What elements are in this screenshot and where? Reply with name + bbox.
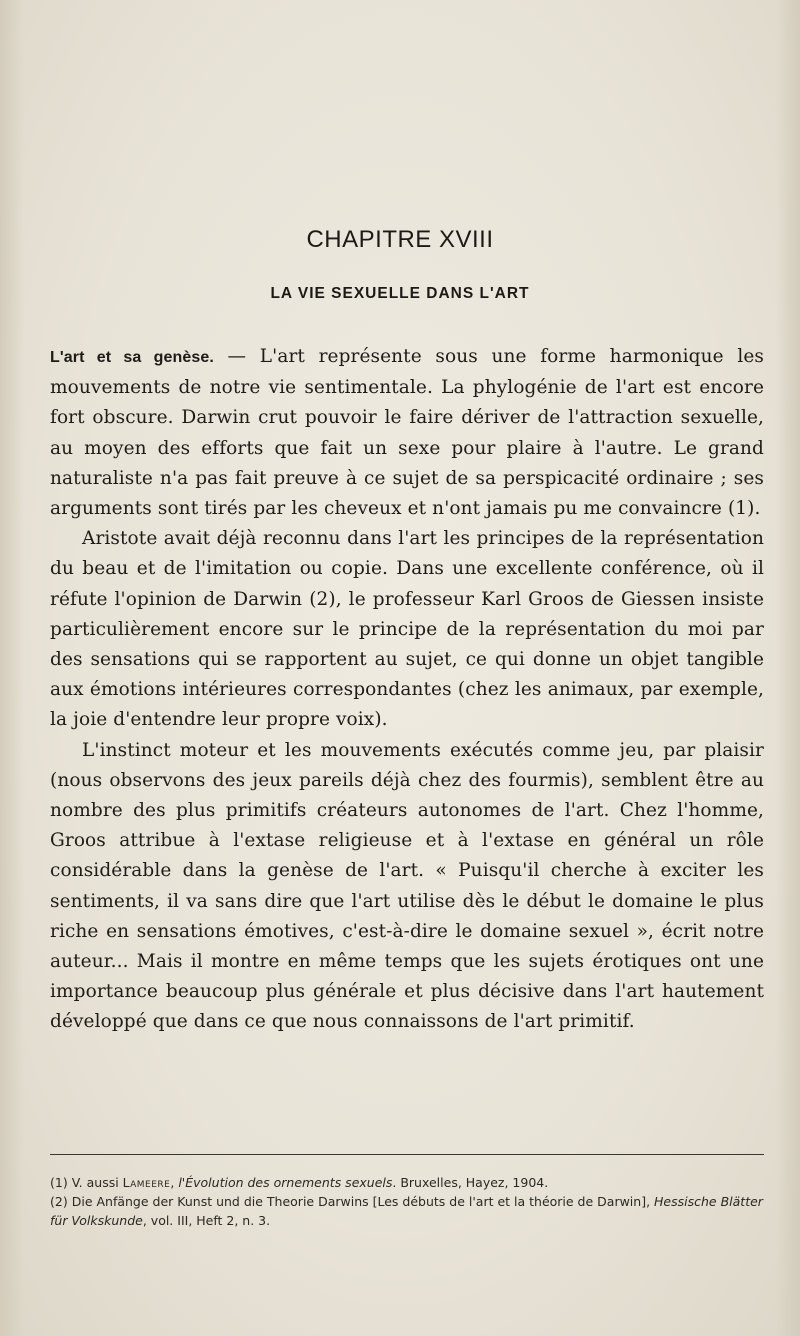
footnote-1-separator: , xyxy=(170,1175,179,1190)
paragraph-1 xyxy=(50,342,764,524)
footnote-2-suffix: , vol. III, Heft 2, n. 3. xyxy=(142,1213,271,1228)
footnote-2-number: (2) xyxy=(50,1194,68,1209)
footnote-2 xyxy=(50,1192,766,1230)
footnote-divider xyxy=(50,1154,764,1155)
section-heading: L'art et sa genèse. xyxy=(50,349,214,366)
chapter-subtitle: LA VIE SEXUELLE DANS L'ART xyxy=(270,285,530,302)
footnote-2-title: Hessische Blätter für Volkskunde xyxy=(50,1194,763,1228)
footnote-1-title: l'Évolution des ornements sexuels xyxy=(178,1175,393,1190)
paragraph-2: Aristote avait déjà reconnu dans l'art les principes de la représentation du beau et de l'imitation ou copie. Dans une excellente conférence, où il réfute l'opinion de Darwin (2), le professeur Karl Groos de Giessen insiste particulièrement encore sur le principe de la représentation du moi par des sensations qui se rapportent au sujet, ce qui donne un objet tangible aux émotions intérieures correspondantes (chez les animaux, par exemple, la joie d'entendre leur propre voix). xyxy=(50,528,764,731)
footnote-1-prefix: V. aussi xyxy=(71,1175,123,1190)
footnote-1-author: Lameere xyxy=(122,1175,171,1190)
footnote-1 xyxy=(50,1173,766,1192)
page-right-shadow xyxy=(776,0,800,1336)
page-left-shadow xyxy=(0,0,24,1336)
paragraph-1-text: — L'art représente sous une forme harmonique les mouvements de notre vie sentimentale. La phylogénie de l'art est encore fort obscure. Darwin crut pouvoir le faire dériver de l'attraction sexuelle, au moyen des efforts que fait un sexe pour plaire à l'autre. Le grand naturaliste n'a pas fait preuve à ce sujet de sa perspicacité ordinaire ; ses arguments sont tirés par les cheveux et n'ont jamais pu me convaincre (1). xyxy=(50,346,764,520)
footnote-1-publisher: . Bruxelles, Hayez, 1904. xyxy=(392,1175,549,1190)
footnotes xyxy=(50,1173,766,1230)
body-text xyxy=(50,342,764,1038)
chapter-title: CHAPITRE XVIII xyxy=(306,226,494,253)
footnote-2-prefix: Die Anfänge der Kunst und die Theorie Darwins [Les débuts de l'art et la théorie de Darwin], xyxy=(71,1194,655,1209)
paragraph-3: L'instinct moteur et les mouvements exécutés comme jeu, par plaisir (nous observons des jeux pareils déjà chez des fourmis), semblent être au nombre des plus primitifs créateurs autonomes de l'art. Chez l'homme, Groos attribue à l'extase religieuse et à l'extase en général un rôle considérable dans la genèse de l'art. « Puisqu'il cherche à exciter les sentiments, il va sans dire que l'art utilise dès le début le domaine le plus riche en sensations émotives, c'est-à-dire le domaine sexuel », écrit notre auteur... Mais il montre en même temps que les sujets érotiques ont une importance beaucoup plus générale et plus décisive dans l'art hautement développé que dans ce que nous connaissons de l'art primitif. xyxy=(50,739,764,1033)
footnote-1-number: (1) xyxy=(50,1175,68,1190)
